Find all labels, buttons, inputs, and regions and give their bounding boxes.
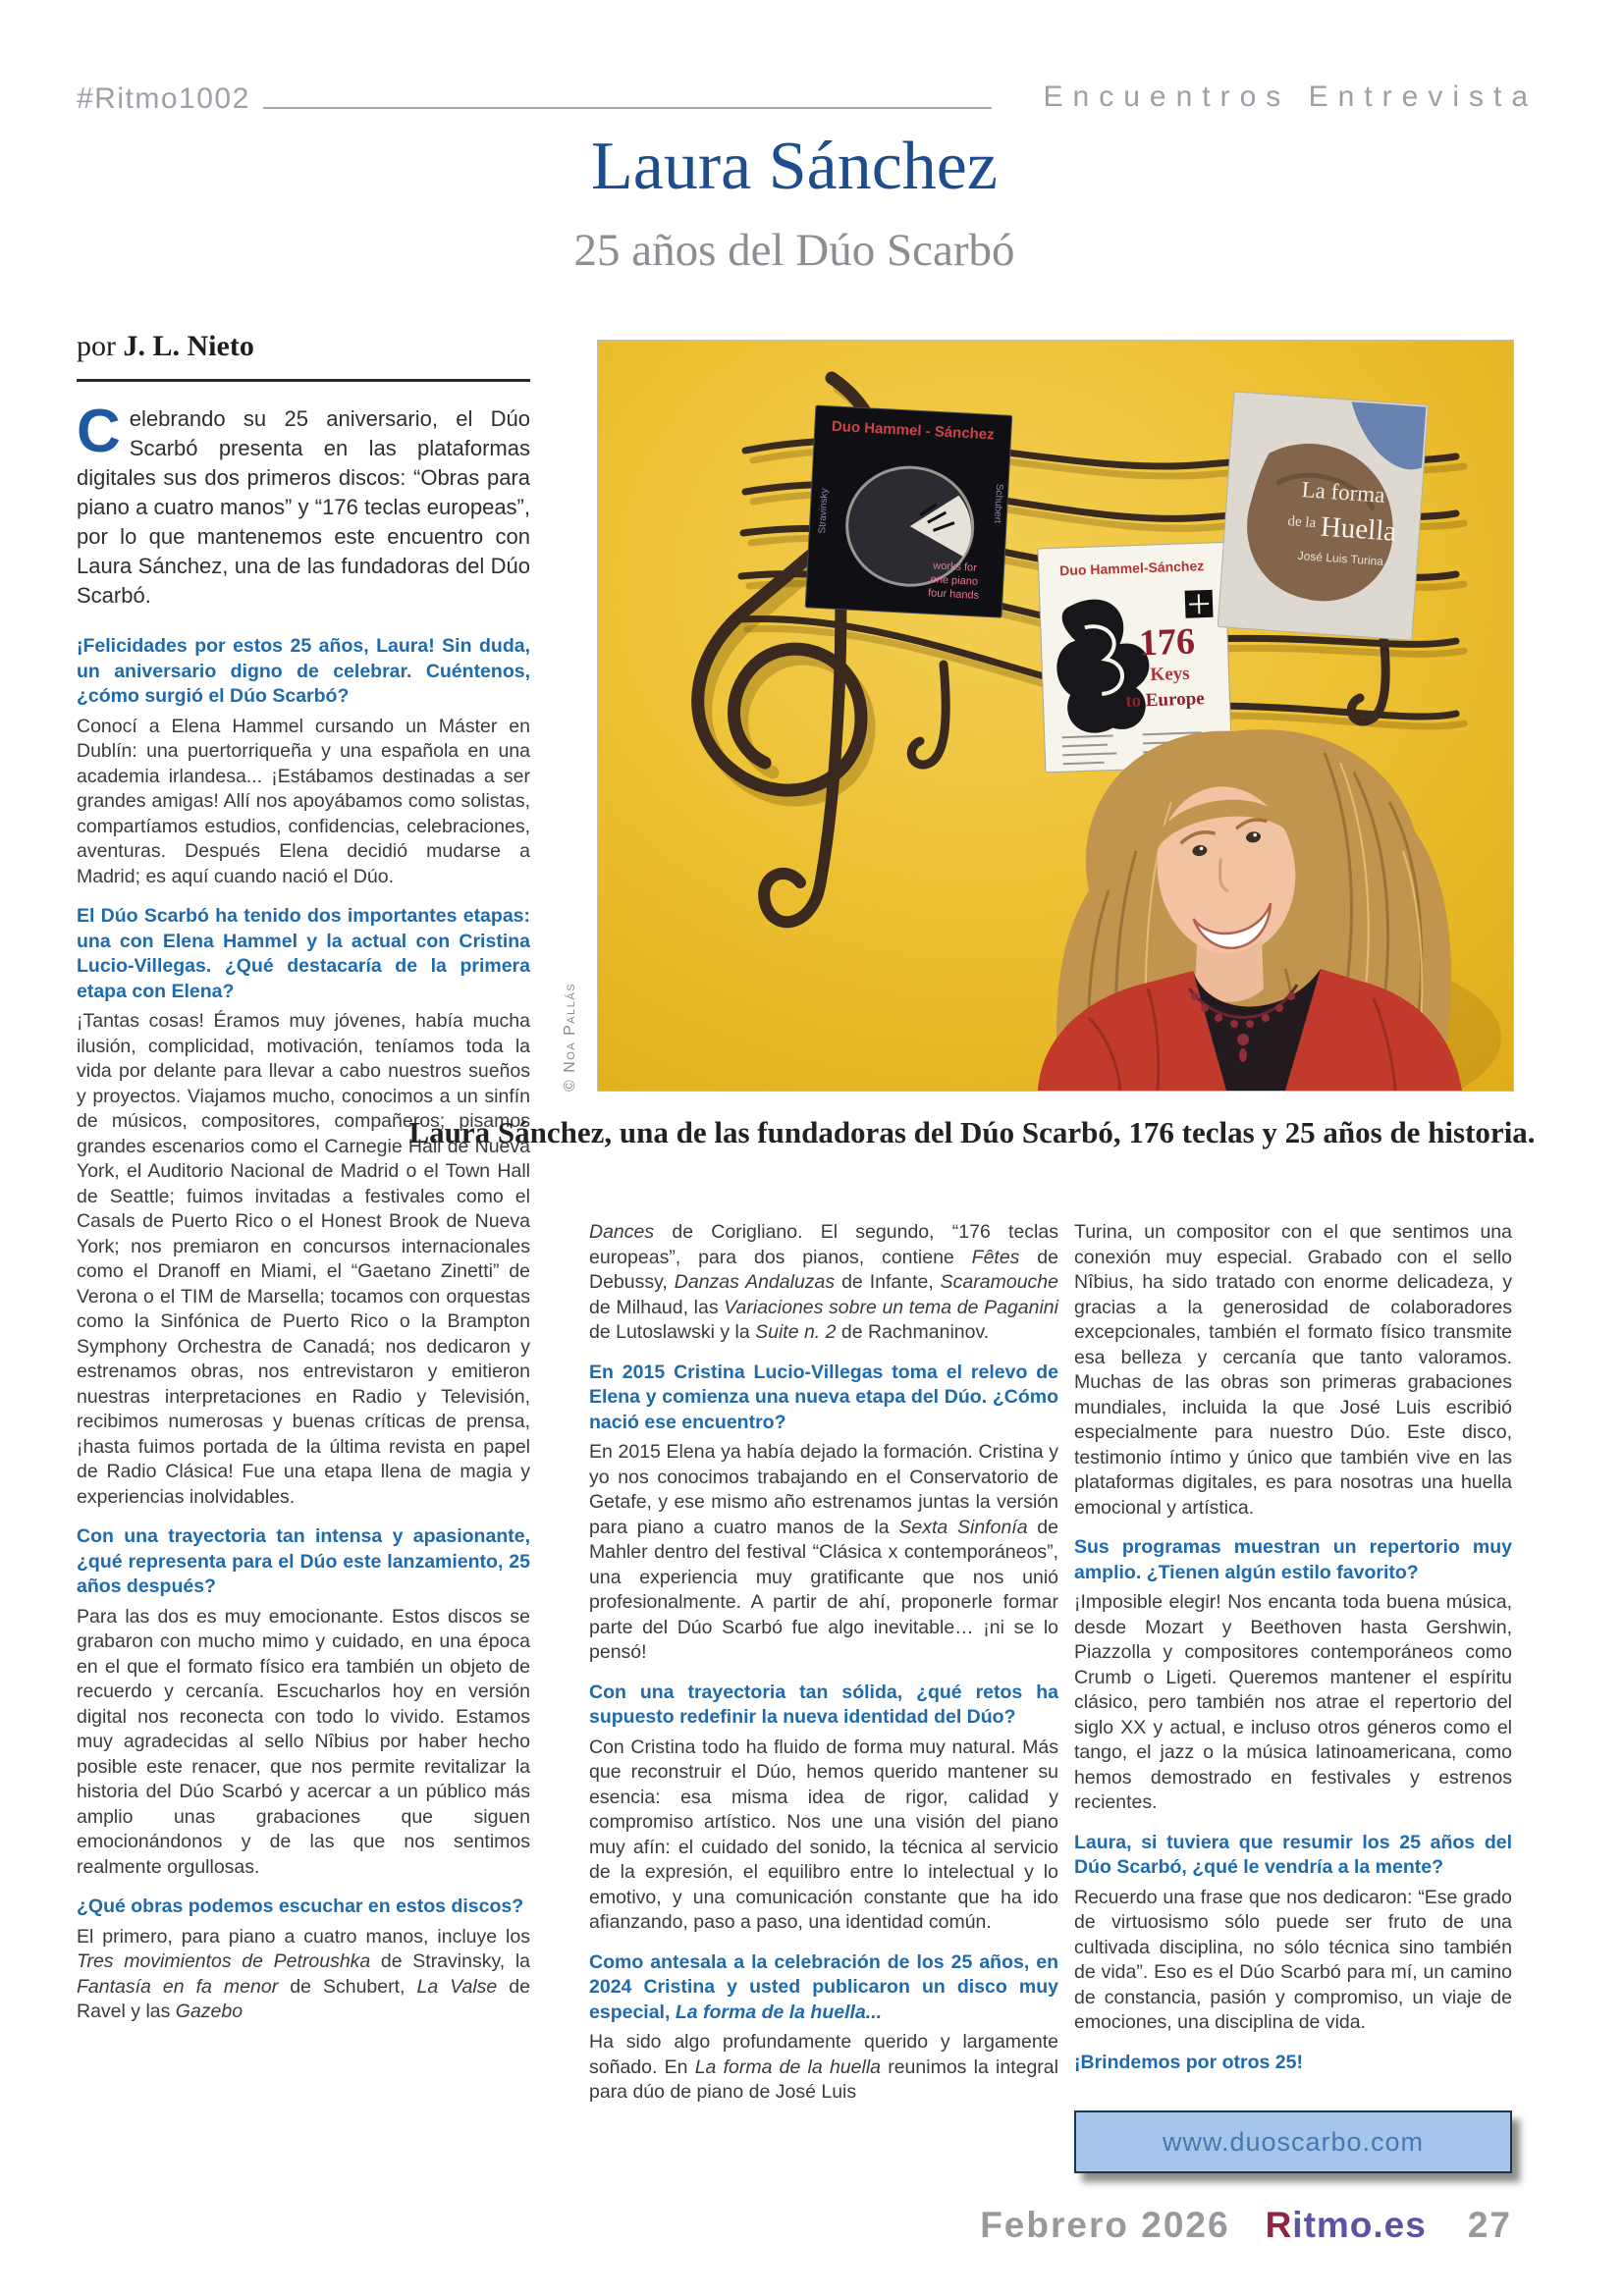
cd1-note-1: works for xyxy=(932,560,978,574)
interview-question: Sus programas muestran un repertorio muy amplio. ¿Tienen algún estilo favorito? xyxy=(1074,1536,1512,1583)
interview-answer: Dances de Corigliano. El segundo, “176 teclas europeas”, para dos pianos, contiene Fêtes de Debussy, Danzas Andaluzas de Infante, Scaramouche de Milhaud, las Variaciones sobre un tema de Paganini de Lutoslawski y la Suite n. 2 de Rachmaninov. xyxy=(589,1221,1058,1343)
page-footer xyxy=(980,2205,1512,2246)
cd1-side-1: Stravinsky xyxy=(817,488,831,534)
interview-answer: Ha sido algo profundamente querido y largamente soñado. En La forma de la huella reunimos la integral para dúo de piano de José Luis xyxy=(589,2031,1058,2103)
interview-answer: Con Cristina todo ha fluido de forma muy natural. Más que reconstruir el Dúo, hemos querido mantener su esencia: esa misma idea de rigor, calidad y compromiso artístico. Nos une una visión del piano muy afín: el cuidado del sonido, la técnica al servicio de la expresión, el equilibro entre lo intelectual y lo emotivo, y una comunicación constante que ha ido afianzando, paso a paso, una identidad común. xyxy=(589,1735,1058,1933)
column-middle xyxy=(589,1220,1058,2106)
brand-rest: itmo.es xyxy=(1292,2205,1427,2245)
photo-credit: © Noa Pallás xyxy=(562,982,578,1092)
cd3-author: José Luis Turina xyxy=(1297,548,1384,569)
cd1-note-2: one piano xyxy=(930,573,979,588)
issue-tag: #Ritmo1002 xyxy=(77,82,250,115)
article-subtitle: 25 años del Dúo Scarbó xyxy=(573,225,1015,276)
byline-author: J. L. Nieto xyxy=(123,330,254,362)
interview-left xyxy=(77,634,530,2025)
interview-question: Laura, si tuviera que resumir los 25 años del Dúo Scarbó, ¿qué le vendría a la mente? xyxy=(1074,1831,1512,1878)
interview-answer: Conocí a Elena Hammel cursando un Máster en Dublín: una puertorriqueña y una española en una academia irlandesa... ¡Estábamos destinadas a ser grandes amigas! Allí nos apoyábamos como solistas, compartíamos estudios, confidencias, celebraciones, aventuras. Después Elena decidió mudarse a Madrid; es aquí cuando nació el Dúo. xyxy=(77,715,530,887)
interview-answer: Para las dos es muy emocionante. Estos discos se grabaron con mucho mimo y cuidado, en una época en el que el formato físico era también un objeto de recuerdo y cercanía. Escucharlos hoy en versión digital nos reconecta con todo lo vivido. Estamos muy agradecidas al sello Nîbius por haber hecho posible este renacer, que nos permite revitalizar la historia del Dúo Scarbó y acercar a un público más amplio unas grabaciones que siguen emocionándonos y de las que nos sentimos realmente orgullosas. xyxy=(77,1605,530,1878)
interview-question: Como antesala a la celebración de los 25 años, en 2024 Cristina y usted publicaron un disco muy especial, La forma de la huella... xyxy=(589,1950,1058,2023)
cd1-side-2: Schubert xyxy=(991,483,1005,524)
cd3-line-3: Huella xyxy=(1319,510,1398,548)
byline-rule xyxy=(77,379,530,382)
header-divider xyxy=(263,107,992,109)
footer-date: Febrero 2026 xyxy=(980,2205,1230,2245)
interview-question: En 2015 Cristina Lucio-Villegas toma el relevo de Elena y comienza una nueva etapa del Dúo. ¿Cómo nació ese encuentro? xyxy=(589,1361,1058,1433)
byline xyxy=(77,330,254,363)
photo-illustration xyxy=(598,341,1513,1091)
interview-question: ¡Felicidades por estos 25 años, Laura! Sin duda, un aniversario digno de celebrar. Cuéntenos, ¿cómo surgió el Dúo Scarbó? xyxy=(77,635,530,707)
byline-prefix: por xyxy=(77,330,124,362)
cd3-line-2: de la xyxy=(1286,513,1317,532)
interview-answer: Turina, un compositor con el que sentimos una conexión muy especial. Grabado con el sello Nîbius, ha sido tratado con enorme delicadeza, y gracias a la generosidad de colaboradores excepcionales, también el formato físico transmite esa belleza y cercanía que tanto valoramos. Muchas de las obras son primeras grabaciones mundiales, incluida la que José Luis escribió especialmente para nuestro Dúo. Este disco, testimonio íntimo y único que también vive en las plataformas digitales, es para nosotras una huella emocional y artística. xyxy=(1074,1221,1512,1519)
cd2-artist: Duo Hammel-Sánchez xyxy=(1058,558,1205,579)
interview-question: ¿Qué obras podemos escuchar en estos discos? xyxy=(77,1896,524,1917)
column-right xyxy=(1074,1220,1512,2080)
interview-question: Con una trayectoria tan intensa y apasionante, ¿qué representa para el Dúo este lanzamiento, 25 años después? xyxy=(77,1525,530,1597)
page-number: 27 xyxy=(1467,2205,1512,2245)
intro-text: elebrando su 25 aniversario, el Dúo Scarbó presenta en las plataformas digitales sus dos primeros discos: “Obras para piano a cuatro manos” y “176 teclas europeas”, por lo que mantenemos este encuentro con Laura Sánchez, una de las fundadoras del Dúo Scarbó. xyxy=(77,406,530,608)
interview-question: Con una trayectoria tan sólida, ¿qué retos ha supuesto redefinir la nueva identidad del Dúo? xyxy=(589,1681,1058,1728)
article-title: Laura Sánchez xyxy=(591,129,998,204)
website-url[interactable]: www.duoscarbo.com xyxy=(1162,2127,1425,2157)
interview-question: El Dúo Scarbó ha tenido dos importantes etapas: una con Elena Hammel y la actual con Cristina Lucio-Villegas. ¿Qué destacaría de la primera etapa con Elena? xyxy=(77,905,530,1002)
drop-cap: C xyxy=(77,398,121,465)
cd2-bottom: to Europe xyxy=(1124,688,1206,712)
photo-caption: Laura Sánchez, una de las fundadoras del Dúo Scarbó, 176 teclas y 25 años de historia. xyxy=(408,1115,1536,1149)
interview-question: ¡Brindemos por otros 25! xyxy=(1074,2051,1303,2073)
interview-answer: ¡Imposible elegir! Nos encanta toda buena música, desde Mozart y Beethoven hasta Gershwin, Piazzolla y compositores contemporáneos como Crumb o Ligeti. Queremos mantener el espíritu clásico, pero también nos atrae el repertorio del siglo XX y actual, e incluso otros géneros como el tango, el jazz o la música latinoamericana, como hemos demostrado en festivales y estrenos recientes. xyxy=(1074,1591,1512,1813)
cd3-line-1: La forma xyxy=(1300,477,1386,507)
section-title: Encuentros Entrevista xyxy=(1043,80,1538,113)
intro-paragraph xyxy=(77,398,530,611)
brand-initial: R xyxy=(1265,2205,1293,2245)
feature-photo xyxy=(597,340,1514,1092)
website-link[interactable] xyxy=(1074,2110,1512,2173)
cd-cover-3 xyxy=(1218,392,1428,640)
interview-answer: Recuerdo una frase que nos dedicaron: “Ese grado de virtuosismo sólo puede ser fruto de una cultivada disciplina, no sólo técnica sino también de vida”. Eso es el Dúo Scarbó para mí, un camino de constancia, pasión y compromiso, un viaje de emociones, una disciplina de vida. xyxy=(1074,1886,1512,2033)
cd2-mid: Keys xyxy=(1150,663,1190,686)
interview-answer: El primero, para piano a cuatro manos, incluye los Tres movimientos de Petroushka de Stravinsky, la Fantasía en fa menor de Schubert, La Valse de Ravel y las Gazebo xyxy=(77,1925,530,2022)
cd2-big: 176 xyxy=(1138,620,1196,665)
interview-answer: ¡Tantas cosas! Éramos muy jóvenes, había mucha ilusión, complicidad, motivación, teníamos toda la vida por delante para llevar a cabo nuestros sueños y proyectos. Viajamos mucho, conocimos a un sinfín de músicos, compositores, compañeros; pisamos grandes escenarios como el Carnegie Hall de Nueva York, el Auditorio Nacional de Madrid o el Town Hall de Seattle; fuimos invitadas a festivales como el Casals de Puerto Rico o el Honest Brook de Nueva York; nos premiaron en concursos internacionales como el Dranoff en Miami, el “Gaetano Zinetti” de Verona o el TIM de Marsella; tocamos con orquestas como la Sinfónica de Puerto Rico o la Brampton Symphony Orchestra de Canadá; nos dedicaron y estrenamos obras, nos entrevistaron y emitieron nuestras interpretaciones en Radio y Televisión, recibimos numerosas y buenas críticas de prensa, ¡hasta fuimos portada de la última revista en papel de Radio Clásica! Fue una etapa llena de magia y experiencias inolvidables. xyxy=(77,1010,530,1508)
cd1-note-3: four hands xyxy=(927,587,980,602)
interview-answer: En 2015 Elena ya había dejado la formación. Cristina y yo nos conocimos trabajando en el Conservatorio de Getafe, y ese mismo año estrenamos juntas la versión para piano a cuatro manos de la Sexta Sinfonía de Mahler dentro del festival “Clásica x contemporáneos”, una experiencia muy gratificante que nos unió profesionalmente. A partir de ahí, proponerle formar parte del Dúo Scarbó fue algo inevitable… ¡ni se lo pensó! xyxy=(589,1441,1058,1663)
footer-brand xyxy=(1266,2205,1427,2246)
column-left xyxy=(77,398,530,2025)
cd-cover-1 xyxy=(805,405,1012,617)
cd1-artist: Duo Hammel - Sánchez xyxy=(831,417,996,444)
